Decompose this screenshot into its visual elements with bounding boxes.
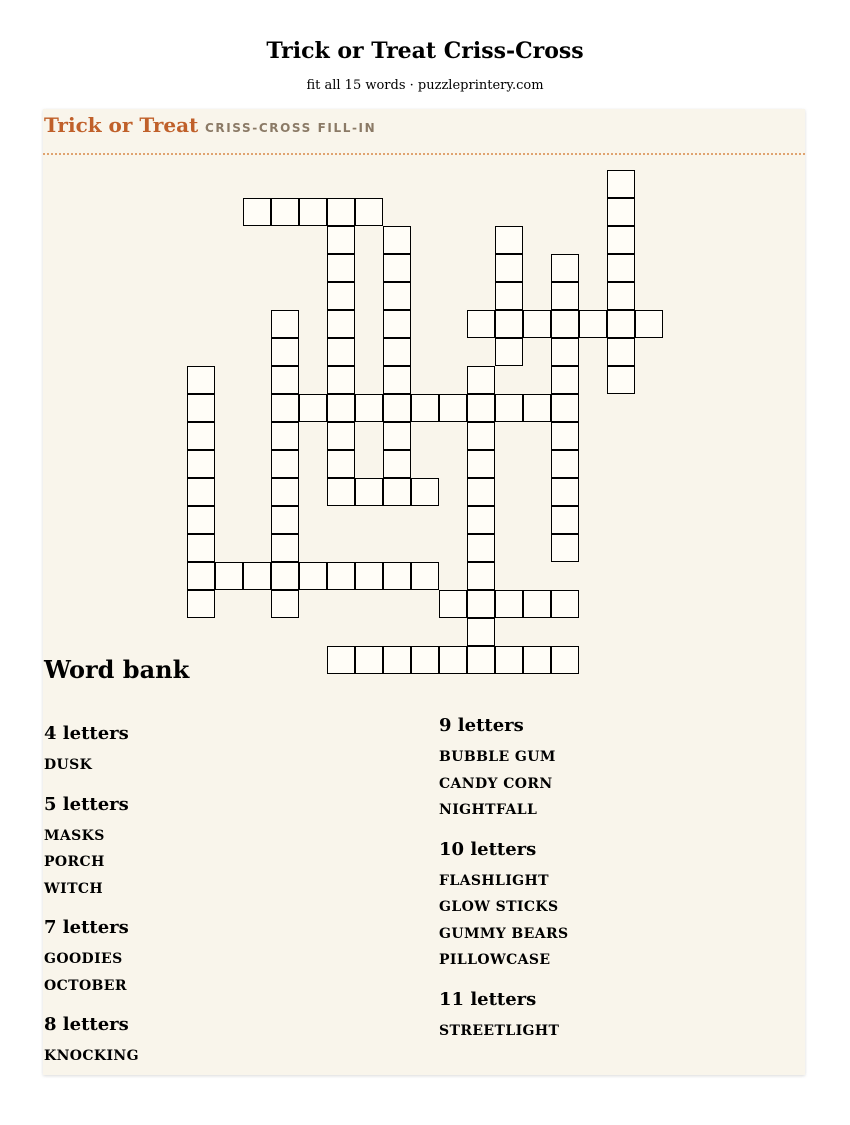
grid-cell[interactable]	[271, 310, 299, 338]
word-bank-word: DUSK	[44, 757, 93, 773]
grid-cell[interactable]	[299, 394, 327, 422]
word-bank-word: OCTOBER	[44, 977, 127, 994]
grid-cell[interactable]	[215, 562, 243, 590]
grid-cell[interactable]	[355, 478, 383, 506]
grid-cell[interactable]	[271, 198, 299, 226]
grid-cell[interactable]	[327, 282, 355, 310]
grid-cell[interactable]	[467, 450, 495, 478]
grid-cell[interactable]	[299, 562, 327, 590]
grid-cell[interactable]	[383, 450, 411, 478]
word-bank-word: MASKS	[44, 827, 105, 844]
grid-cell[interactable]	[383, 226, 411, 254]
grid-cell[interactable]	[243, 198, 271, 226]
grid-cell[interactable]	[271, 478, 299, 506]
grid-cell[interactable]	[523, 646, 551, 674]
grid-cell[interactable]	[187, 422, 215, 450]
word-bank-word: NIGHTFALL	[439, 802, 538, 818]
grid-cell[interactable]	[271, 562, 299, 590]
grid-cell[interactable]	[551, 366, 579, 394]
grid-cell[interactable]	[467, 646, 495, 674]
grid-cell[interactable]	[383, 562, 411, 590]
grid-cell[interactable]	[551, 310, 579, 338]
grid-cell[interactable]	[187, 366, 215, 394]
grid-cell[interactable]	[495, 646, 523, 674]
crossword-grid	[43, 109, 805, 1075]
grid-cell[interactable]	[327, 198, 355, 226]
grid-cell[interactable]	[327, 422, 355, 450]
grid-cell[interactable]	[579, 310, 607, 338]
grid-cell[interactable]	[383, 478, 411, 506]
grid-cell[interactable]	[327, 310, 355, 338]
word-bank-word: CANDY CORN	[439, 775, 553, 792]
grid-cell[interactable]	[607, 366, 635, 394]
grid-cell[interactable]	[467, 590, 495, 618]
grid-cell[interactable]	[411, 646, 439, 674]
grid-cell[interactable]	[355, 646, 383, 674]
grid-cell[interactable]	[327, 254, 355, 282]
grid-cell[interactable]	[551, 478, 579, 506]
grid-cell[interactable]	[467, 366, 495, 394]
grid-cell[interactable]	[607, 170, 635, 198]
grid-cell[interactable]	[439, 394, 467, 422]
grid-cell[interactable]	[383, 254, 411, 282]
word-bank-word: FLASHLIGHT	[439, 872, 549, 889]
grid-cell[interactable]	[243, 562, 271, 590]
grid-cell[interactable]	[187, 590, 215, 618]
grid-cell[interactable]	[551, 338, 579, 366]
grid-cell[interactable]	[439, 590, 467, 618]
grid-cell[interactable]	[467, 618, 495, 646]
grid-cell[interactable]	[607, 226, 635, 254]
grid-cell[interactable]	[327, 394, 355, 422]
grid-cell[interactable]	[327, 450, 355, 478]
grid-cell[interactable]	[551, 450, 579, 478]
grid-cell[interactable]	[271, 394, 299, 422]
grid-cell[interactable]	[187, 534, 215, 562]
grid-cell[interactable]	[383, 310, 411, 338]
grid-cell[interactable]	[327, 478, 355, 506]
grid-cell[interactable]	[551, 422, 579, 450]
grid-cell[interactable]	[187, 506, 215, 534]
word-bank-group-title: 5 letters	[44, 793, 129, 815]
grid-cell[interactable]	[467, 534, 495, 562]
grid-cell[interactable]	[551, 394, 579, 422]
grid-cell[interactable]	[607, 282, 635, 310]
grid-cell[interactable]	[383, 366, 411, 394]
grid-cell[interactable]	[411, 394, 439, 422]
grid-cell[interactable]	[411, 562, 439, 590]
grid-cell[interactable]	[327, 562, 355, 590]
grid-cell[interactable]	[383, 338, 411, 366]
grid-cell[interactable]	[327, 366, 355, 394]
grid-cell[interactable]	[327, 338, 355, 366]
grid-cell[interactable]	[467, 310, 495, 338]
grid-cell[interactable]	[411, 478, 439, 506]
grid-cell[interactable]	[551, 590, 579, 618]
word-bank-word: WITCH	[44, 880, 104, 897]
grid-cell[interactable]	[383, 282, 411, 310]
grid-cell[interactable]	[495, 590, 523, 618]
grid-cell[interactable]	[635, 310, 663, 338]
grid-cell[interactable]	[355, 394, 383, 422]
word-bank-word: STREETLIGHT	[439, 1022, 560, 1039]
grid-cell[interactable]	[607, 310, 635, 338]
grid-cell[interactable]	[551, 506, 579, 534]
grid-cell[interactable]	[523, 590, 551, 618]
word-bank-group-title: 9 letters	[439, 715, 524, 736]
card-kicker: CRISS-CROSS FILL-IN	[205, 121, 377, 135]
grid-cell[interactable]	[467, 478, 495, 506]
grid-cell[interactable]	[355, 198, 383, 226]
grid-cell[interactable]	[383, 422, 411, 450]
grid-cell[interactable]	[523, 310, 551, 338]
grid-cell[interactable]	[495, 338, 523, 366]
grid-cell[interactable]	[495, 254, 523, 282]
word-bank-word: BUBBLE GUM	[439, 749, 556, 765]
page-title: Trick or Treat Criss-Cross	[266, 38, 584, 64]
grid-cell[interactable]	[327, 646, 355, 674]
grid-cell[interactable]	[271, 450, 299, 478]
grid-cell[interactable]	[551, 254, 579, 282]
grid-cell[interactable]	[495, 394, 523, 422]
grid-cell[interactable]	[523, 394, 551, 422]
grid-cell[interactable]	[607, 338, 635, 366]
grid-cell[interactable]	[467, 506, 495, 534]
grid-cell[interactable]	[467, 394, 495, 422]
grid-cell[interactable]	[495, 310, 523, 338]
grid-cell[interactable]	[467, 422, 495, 450]
word-bank-word: PILLOWCASE	[439, 952, 551, 968]
grid-cell[interactable]	[327, 226, 355, 254]
word-bank-word: GUMMY BEARS	[439, 925, 569, 942]
grid-cell[interactable]	[271, 590, 299, 618]
word-bank-group-title: 8 letters	[44, 1014, 129, 1035]
word-bank-word: GLOW STICKS	[439, 899, 559, 915]
grid-cell[interactable]	[187, 478, 215, 506]
puzzle-card	[43, 109, 805, 1075]
grid-cell[interactable]	[187, 394, 215, 422]
grid-cell[interactable]	[271, 366, 299, 394]
page-subtitle: fit all 15 words · puzzleprintery.com	[306, 78, 544, 93]
card-title: Trick or Treat	[44, 113, 199, 137]
grid-cell[interactable]	[551, 646, 579, 674]
grid-cell[interactable]	[607, 254, 635, 282]
grid-cell[interactable]	[187, 450, 215, 478]
word-bank-word: KNOCKING	[44, 1048, 139, 1064]
grid-cell[interactable]	[383, 394, 411, 422]
grid-cell[interactable]	[607, 198, 635, 226]
grid-cell[interactable]	[495, 282, 523, 310]
word-bank-group-title: 10 letters	[439, 838, 537, 860]
grid-cell[interactable]	[271, 506, 299, 534]
word-bank-title: Word bank	[44, 655, 190, 684]
grid-cell[interactable]	[187, 562, 215, 590]
grid-cell[interactable]	[271, 422, 299, 450]
grid-cell[interactable]	[495, 226, 523, 254]
grid-cell[interactable]	[467, 562, 495, 590]
word-bank-group-title: 11 letters	[439, 988, 537, 1010]
word-bank-word: GOODIES	[44, 951, 123, 967]
grid-cell[interactable]	[271, 338, 299, 366]
word-bank-group-title: 7 letters	[44, 917, 129, 938]
grid-cell[interactable]	[439, 646, 467, 674]
word-bank-word: PORCH	[44, 854, 105, 870]
grid-cell[interactable]	[551, 282, 579, 310]
grid-cell[interactable]	[383, 646, 411, 674]
word-bank-group-title: 4 letters	[44, 723, 129, 744]
grid-cell[interactable]	[271, 534, 299, 562]
grid-cell[interactable]	[299, 198, 327, 226]
grid-cell[interactable]	[355, 562, 383, 590]
grid-cell[interactable]	[551, 534, 579, 562]
